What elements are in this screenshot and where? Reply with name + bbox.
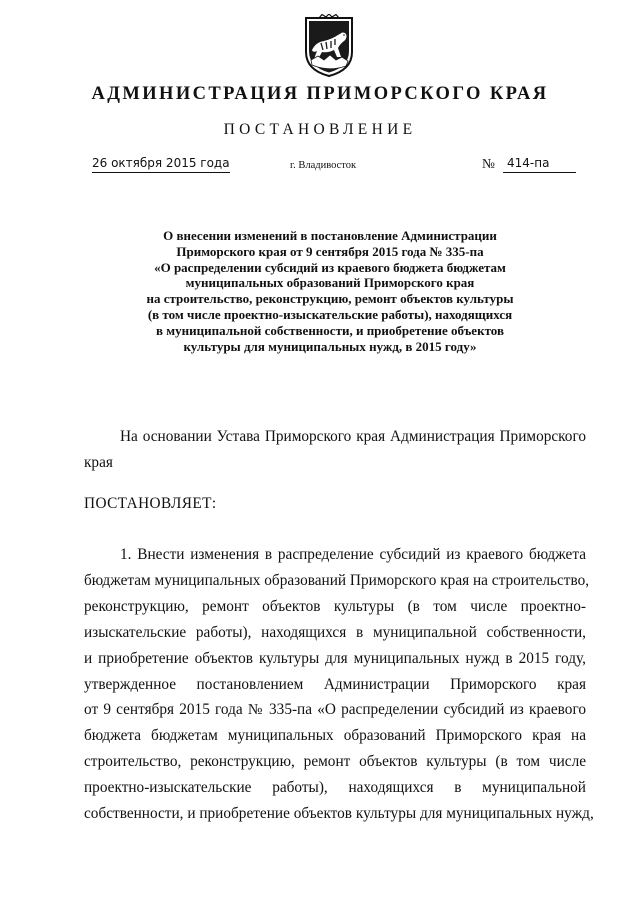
document-type: ПОСТАНОВЛЕНИЕ	[223, 121, 417, 138]
subject-line: муниципальных образований Приморского края	[185, 275, 475, 291]
document-city: г. Владивосток	[290, 160, 357, 171]
paragraph-line: изыскательские работы), находящихся в муниципальной собственности,	[84, 623, 586, 641]
resolution-word: ПОСТАНОВЛЯЕТ:	[84, 495, 217, 512]
subject-line: О внесении изменений в постановление Администрации	[163, 228, 497, 243]
paragraph-line: На основании Устава Приморского края Администрация Приморского	[120, 428, 586, 445]
subject-line: (в том числе проектно-изыскательские работы), находящихся	[147, 306, 513, 322]
paragraph-line: собственности, и приобретение объектов культуры для муниципальных нужд,	[84, 805, 594, 823]
number-label: №	[482, 156, 495, 171]
document-subject	[100, 228, 560, 354]
subject-line: «О распределении субсидий из краевого бюджета бюджетам	[154, 259, 506, 275]
paragraph-line: проектно-изыскательские работы), находящихся в муниципальной	[84, 779, 586, 797]
paragraph-line: края	[84, 453, 113, 471]
paragraph-line: реконструкцию, ремонт объектов культуры (в том числе проектно-	[84, 597, 586, 615]
paragraph-line: 1. Внести изменения в распределение субсидий из краевого бюджета	[120, 546, 586, 563]
paragraph-line: бюджета бюджетам муниципальных образований Приморского края на	[84, 727, 586, 745]
coat-of-arms-icon	[302, 14, 356, 78]
paragraph-line: строительство, реконструкцию, ремонт объектов культуры (в том числе	[84, 753, 586, 771]
paragraph-line: и приобретение объектов культуры для муниципальных нужд в 2015 году,	[84, 649, 586, 667]
subject-line: на строительство, реконструкцию, ремонт объектов культуры	[146, 291, 514, 307]
basis-paragraph	[84, 424, 586, 476]
subject-line: культуры для муниципальных нужд, в 2015 году»	[183, 338, 477, 354]
paragraph-line: утвержденное постановлением Администрации Приморского края	[84, 675, 586, 693]
paragraph-line: бюджетам муниципальных образований Приморского края на строительство,	[84, 571, 590, 589]
subject-line: Приморского края от 9 сентября 2015 года № 335-па	[176, 243, 484, 259]
document-date: 26 октября 2015 года	[92, 154, 230, 173]
clause-1-paragraph	[84, 542, 594, 827]
subject-line: в муниципальной собственности, и приобретение объектов	[156, 322, 504, 338]
organization-title: АДМИНИСТРАЦИЯ ПРИМОРСКОГО КРАЯ	[91, 84, 549, 104]
document-number: 414-па	[503, 154, 576, 173]
paragraph-line: от 9 сентября 2015 года № 335-па «О распределении субсидий из краевого	[84, 701, 586, 719]
